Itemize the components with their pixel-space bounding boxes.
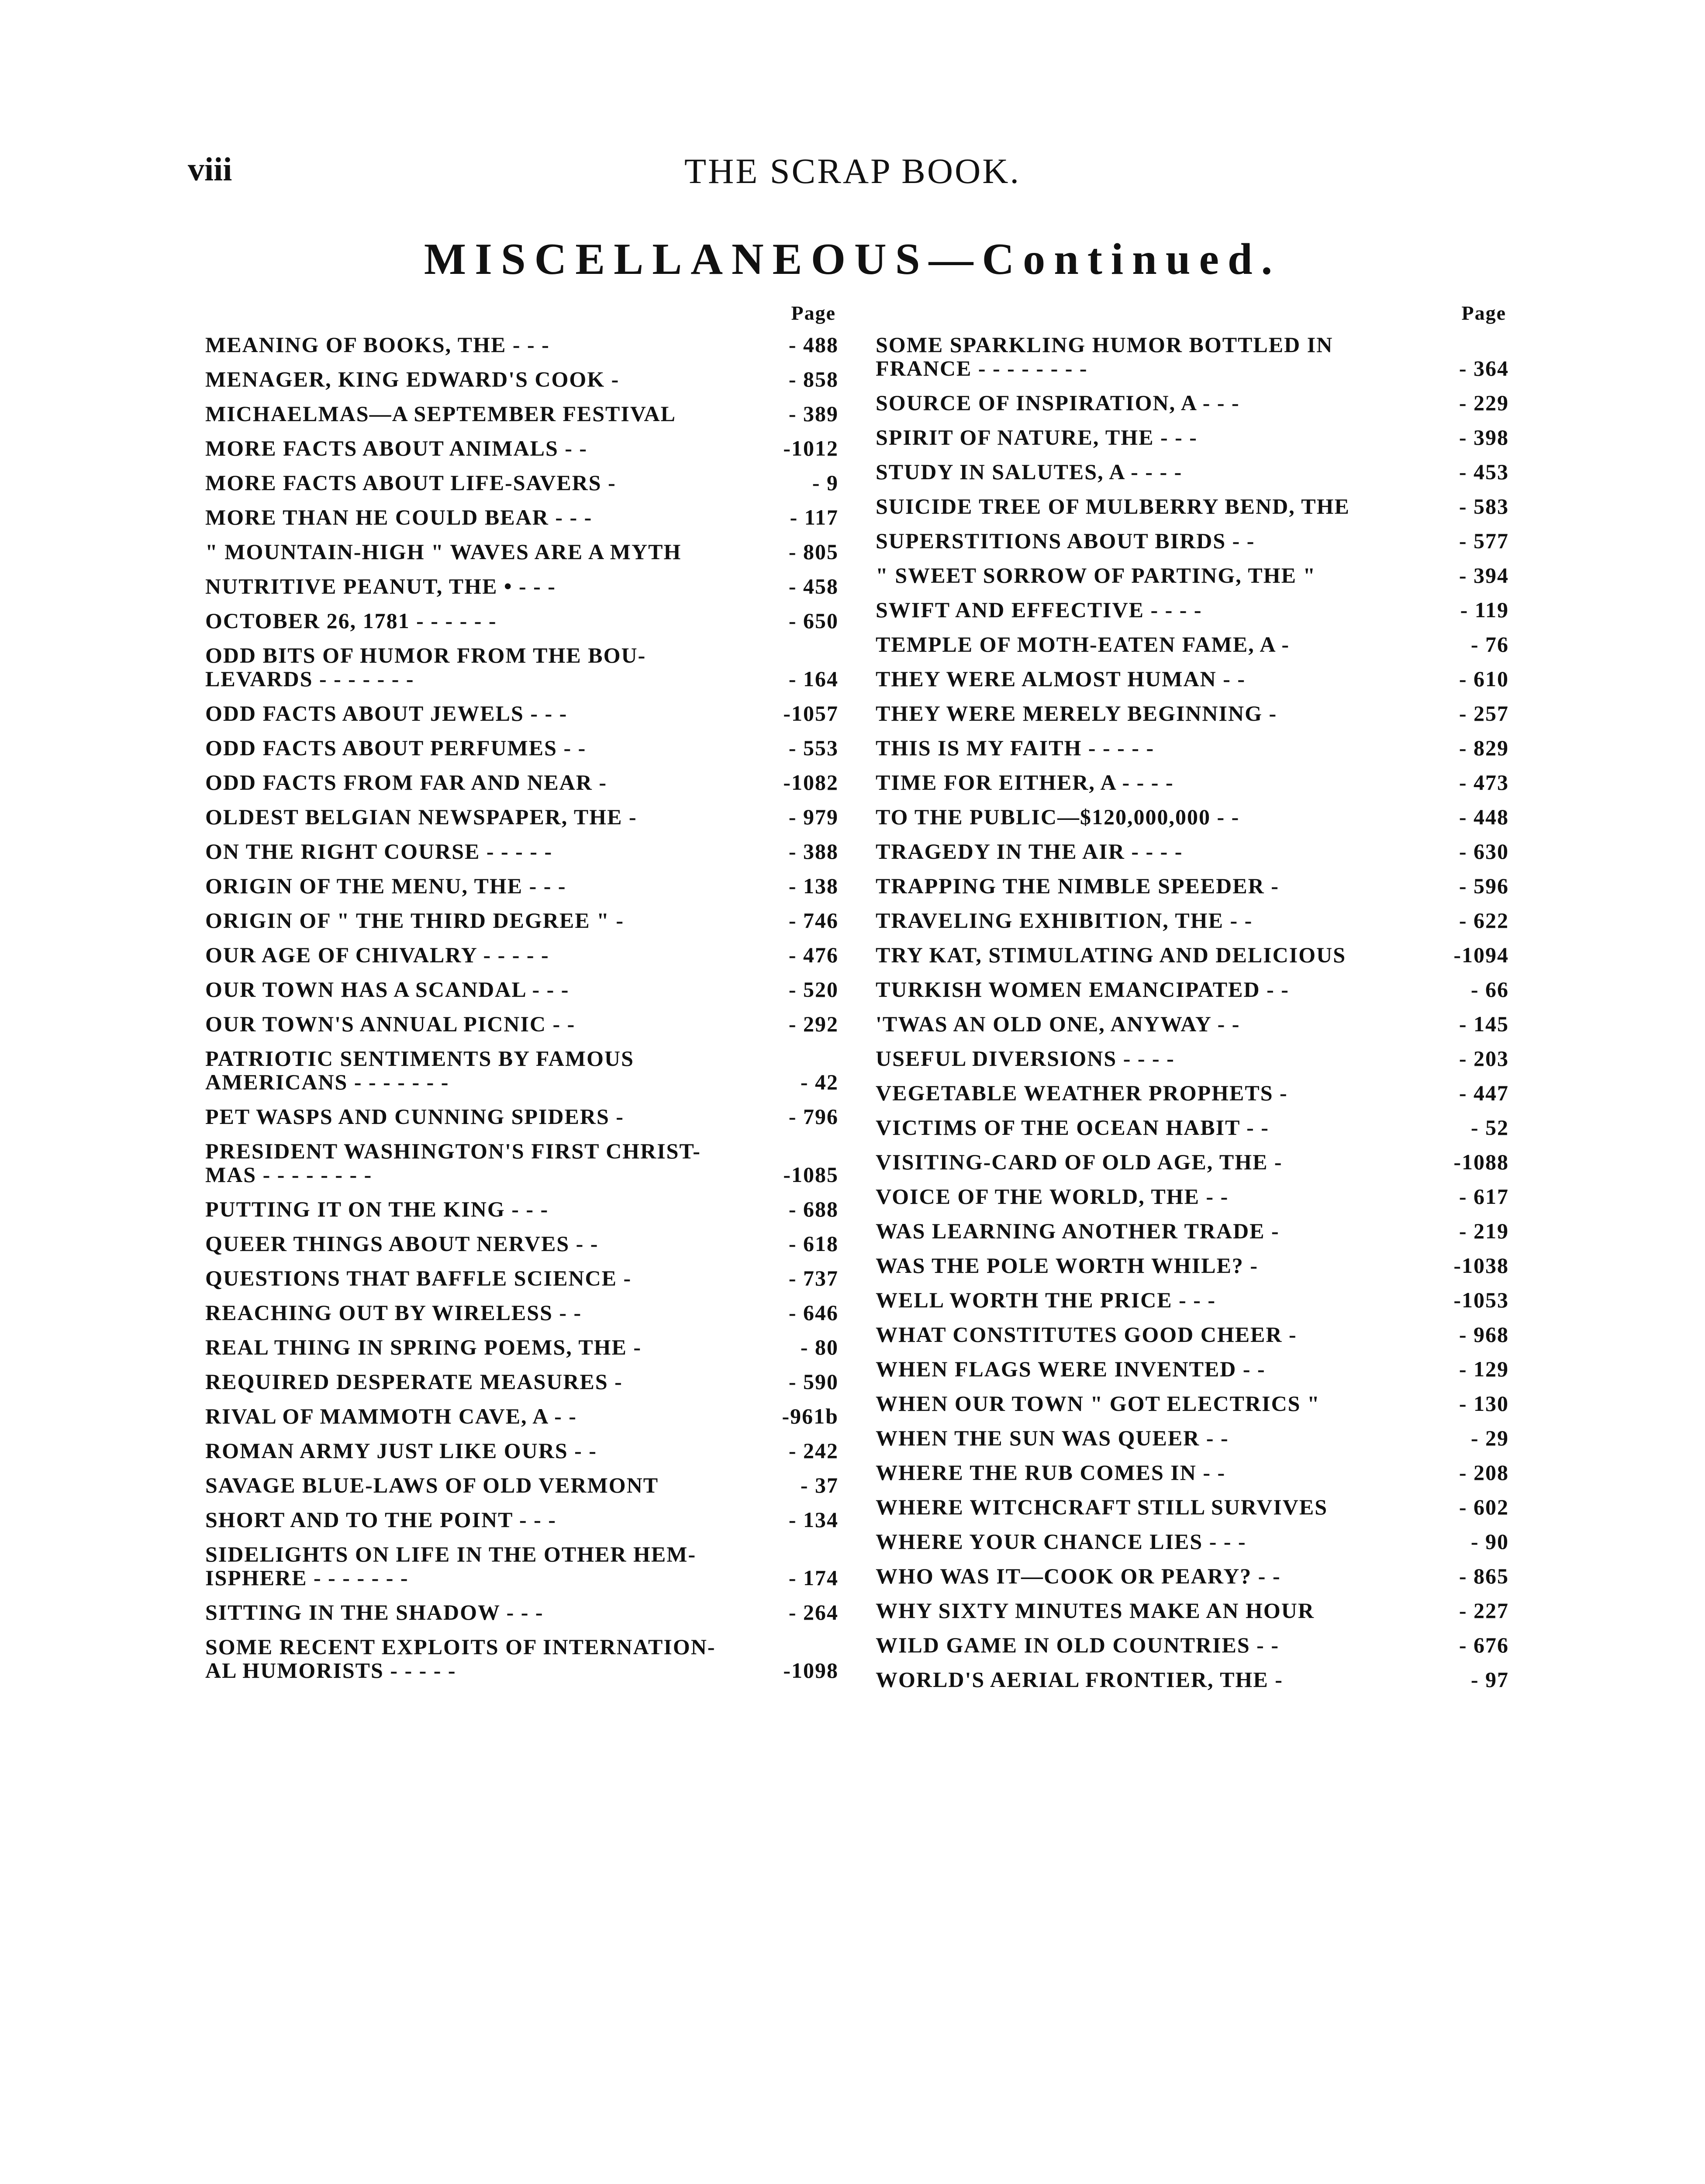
index-entry bbox=[876, 632, 1509, 656]
entry-page-number: - 553 bbox=[788, 736, 839, 760]
index-entry bbox=[205, 771, 839, 794]
index-entry bbox=[876, 460, 1509, 484]
index-entry bbox=[205, 1105, 839, 1128]
entry-title: OLDEST BELGIAN NEWSPAPER, THE - bbox=[205, 805, 637, 829]
index-entry bbox=[876, 1116, 1509, 1139]
entry-title: ON THE RIGHT COURSE - - - - - bbox=[205, 839, 553, 864]
entry-page-number: - 292 bbox=[788, 1012, 839, 1036]
index-entry bbox=[205, 609, 839, 632]
index-entry bbox=[876, 667, 1509, 691]
entry-page-number: - 29 bbox=[1470, 1426, 1509, 1450]
entry-title: MENAGER, KING EDWARD'S COOK - bbox=[205, 367, 620, 391]
entry-title: SOURCE OF INSPIRATION, A - - - bbox=[876, 390, 1240, 415]
index-list bbox=[876, 333, 1509, 1691]
entry-page-number: - 458 bbox=[788, 574, 839, 598]
entry-page-number: - 488 bbox=[788, 332, 839, 357]
entry-page-number: - 447 bbox=[1459, 1081, 1509, 1105]
index-entry bbox=[876, 1323, 1509, 1346]
index-entry bbox=[205, 702, 839, 725]
entry-title: 'TWAS AN OLD ONE, ANYWAY - - bbox=[876, 1012, 1240, 1036]
index-entry bbox=[876, 805, 1509, 829]
entry-title: OUR TOWN HAS A SCANDAL - - - bbox=[205, 977, 569, 1002]
entry-title: TO THE PUBLIC—$120,000,000 - - bbox=[876, 805, 1240, 829]
index-entry bbox=[876, 736, 1509, 760]
entry-title: " SWEET SORROW OF PARTING, THE " bbox=[876, 563, 1316, 587]
entry-title: MORE FACTS ABOUT LIFE-SAVERS - bbox=[205, 470, 616, 495]
index-entry bbox=[205, 574, 839, 598]
entry-title: OUR AGE OF CHIVALRY - - - - - bbox=[205, 943, 549, 967]
entry-title: STUDY IN SALUTES, A - - - - bbox=[876, 460, 1183, 484]
index-entry bbox=[205, 874, 839, 898]
entry-page-number: - 42 bbox=[800, 1070, 839, 1094]
entry-page-number: - 796 bbox=[788, 1104, 839, 1129]
entry-page-number: - 203 bbox=[1459, 1046, 1509, 1071]
entry-page-number: - 688 bbox=[788, 1197, 839, 1221]
entry-title: THEY WERE MERELY BEGINNING - bbox=[876, 701, 1277, 726]
entry-page-number: - 453 bbox=[1459, 460, 1509, 484]
entry-page-number: - 208 bbox=[1459, 1460, 1509, 1485]
index-entry bbox=[876, 563, 1509, 587]
index-entry bbox=[205, 471, 839, 494]
entry-title: ODD FACTS ABOUT PERFUMES - - bbox=[205, 736, 587, 760]
entry-title: SAVAGE BLUE-LAWS OF OLD VERMONT bbox=[205, 1473, 659, 1497]
entry-title: REAL THING IN SPRING POEMS, THE - bbox=[205, 1335, 642, 1359]
index-entry bbox=[205, 333, 839, 356]
entry-page-number: - 76 bbox=[1470, 632, 1509, 657]
index-entry bbox=[876, 1254, 1509, 1277]
page-column-label: Page bbox=[791, 302, 836, 324]
index-entry bbox=[205, 1635, 839, 1682]
running-head: THE SCRAP BOOK. bbox=[684, 151, 1021, 191]
entry-title: MORE FACTS ABOUT ANIMALS - - bbox=[205, 436, 588, 460]
entry-title: SOME SPARKLING HUMOR BOTTLED IN FRANCE - - - - - - - - bbox=[876, 332, 1333, 380]
entry-page-number: - 219 bbox=[1459, 1219, 1509, 1243]
entry-title: WHERE WITCHCRAFT STILL SURVIVES bbox=[876, 1495, 1328, 1519]
entry-title: SITTING IN THE SHADOW - - - bbox=[205, 1600, 544, 1624]
entry-title: VEGETABLE WEATHER PROPHETS - bbox=[876, 1081, 1288, 1105]
entry-page-number: - 119 bbox=[1460, 598, 1509, 622]
entry-title: VOICE OF THE WORLD, THE - - bbox=[876, 1184, 1229, 1209]
entry-page-number: - 979 bbox=[788, 805, 839, 829]
index-entry bbox=[205, 1266, 839, 1290]
entry-page-number: -1012 bbox=[783, 436, 839, 460]
entry-page-number: - 52 bbox=[1470, 1115, 1509, 1140]
index-entry bbox=[876, 702, 1509, 725]
entry-title: WAS THE POLE WORTH WHILE? - bbox=[876, 1253, 1259, 1278]
entry-title: NUTRITIVE PEANUT, THE • - - - bbox=[205, 574, 556, 598]
index-entry bbox=[876, 874, 1509, 898]
index-entry bbox=[876, 1530, 1509, 1553]
entry-title: VICTIMS OF THE OCEAN HABIT - - bbox=[876, 1115, 1269, 1140]
index-entry bbox=[205, 1473, 839, 1497]
entry-title: WHEN THE SUN WAS QUEER - - bbox=[876, 1426, 1229, 1450]
entry-title: ORIGIN OF THE MENU, THE - - - bbox=[205, 874, 566, 898]
entry-title: TEMPLE OF MOTH-EATEN FAME, A - bbox=[876, 632, 1290, 657]
entry-page-number: - 618 bbox=[788, 1231, 839, 1256]
index-entry bbox=[876, 598, 1509, 622]
index-entry bbox=[205, 1012, 839, 1036]
entry-page-number: - 9 bbox=[812, 470, 839, 495]
index-entry bbox=[876, 1150, 1509, 1174]
entry-title: OUR TOWN'S ANNUAL PICNIC - - bbox=[205, 1012, 576, 1036]
entry-page-number: - 617 bbox=[1459, 1184, 1509, 1209]
entry-title: THEY WERE ALMOST HUMAN - - bbox=[876, 667, 1246, 691]
entry-title: REQUIRED DESPERATE MEASURES - bbox=[205, 1369, 623, 1394]
index-entry bbox=[205, 1047, 839, 1094]
index-entry bbox=[205, 1232, 839, 1255]
entry-title: TRAPPING THE NIMBLE SPEEDER - bbox=[876, 874, 1279, 898]
entry-title: ODD FACTS ABOUT JEWELS - - - bbox=[205, 701, 568, 726]
section-title: MISCELLANEOUS—Continued. bbox=[424, 235, 1281, 284]
entry-title: WHERE YOUR CHANCE LIES - - - bbox=[876, 1529, 1246, 1554]
index-entry bbox=[876, 1668, 1509, 1691]
entry-page-number: - 737 bbox=[788, 1266, 839, 1290]
entry-title: ROMAN ARMY JUST LIKE OURS - - bbox=[205, 1438, 597, 1463]
index-entry bbox=[205, 840, 839, 863]
entry-page-number: - 117 bbox=[790, 505, 839, 529]
entry-page-number: - 257 bbox=[1459, 701, 1509, 726]
entry-title: WAS LEARNING ANOTHER TRADE - bbox=[876, 1219, 1280, 1243]
index-entry bbox=[876, 771, 1509, 794]
entry-title: PRESIDENT WASHINGTON'S FIRST CHRIST- MAS - - - - - - - - bbox=[205, 1139, 701, 1187]
index-entry bbox=[876, 1185, 1509, 1208]
entry-page-number: - 520 bbox=[788, 977, 839, 1002]
index-entry bbox=[876, 1288, 1509, 1312]
index-entry bbox=[205, 1542, 839, 1590]
index-entry bbox=[205, 1439, 839, 1462]
entry-page-number: - 398 bbox=[1459, 425, 1509, 449]
index-entry bbox=[876, 1633, 1509, 1657]
entry-page-number: -1098 bbox=[783, 1658, 839, 1683]
entry-title: WHY SIXTY MINUTES MAKE AN HOUR bbox=[876, 1598, 1315, 1623]
index-entry bbox=[876, 1564, 1509, 1588]
entry-page-number: - 364 bbox=[1459, 356, 1509, 380]
index-entry bbox=[205, 1301, 839, 1324]
index-entry bbox=[205, 805, 839, 829]
index-entry bbox=[205, 540, 839, 563]
index-entry bbox=[876, 943, 1509, 967]
page-number: viii bbox=[188, 151, 232, 188]
entry-title: TRAGEDY IN THE AIR - - - - bbox=[876, 839, 1183, 864]
entry-title: SUPERSTITIONS ABOUT BIRDS - - bbox=[876, 529, 1255, 553]
index-entry bbox=[205, 367, 839, 391]
index-entry bbox=[876, 909, 1509, 932]
index-entry bbox=[876, 840, 1509, 863]
entry-title: SOME RECENT EXPLOITS OF INTERNATION- AL HUMORISTS - - - - - bbox=[205, 1635, 716, 1683]
index-entry bbox=[205, 1197, 839, 1221]
left-column bbox=[205, 301, 839, 1693]
entry-page-number: - 394 bbox=[1459, 563, 1509, 587]
entry-page-number: - 90 bbox=[1470, 1529, 1509, 1554]
index-entry bbox=[876, 1461, 1509, 1484]
entry-title: TRAVELING EXHIBITION, THE - - bbox=[876, 908, 1253, 933]
index-entry bbox=[876, 391, 1509, 415]
entry-title: WHEN OUR TOWN " GOT ELECTRICS " bbox=[876, 1391, 1320, 1416]
entry-page-number: - 650 bbox=[788, 608, 839, 633]
entry-page-number: - 138 bbox=[788, 874, 839, 898]
entry-page-number: - 622 bbox=[1459, 908, 1509, 933]
index-entry bbox=[205, 505, 839, 529]
entry-page-number: - 242 bbox=[788, 1438, 839, 1463]
index-entry bbox=[876, 494, 1509, 518]
entry-page-number: -961b bbox=[782, 1404, 839, 1428]
entry-title: SHORT AND TO THE POINT - - - bbox=[205, 1507, 556, 1532]
entry-title: SUICIDE TREE OF MULBERRY BEND, THE bbox=[876, 494, 1350, 518]
entry-page-number: - 646 bbox=[788, 1300, 839, 1325]
entry-title: QUESTIONS THAT BAFFLE SCIENCE - bbox=[205, 1266, 632, 1290]
entry-page-number: -1085 bbox=[783, 1162, 839, 1187]
entry-page-number: - 134 bbox=[788, 1507, 839, 1532]
entry-title: WHERE THE RUB COMES IN - - bbox=[876, 1460, 1226, 1485]
entry-title: USEFUL DIVERSIONS - - - - bbox=[876, 1046, 1175, 1071]
index-entry bbox=[876, 1047, 1509, 1070]
index-entry bbox=[205, 978, 839, 1001]
entry-page-number: - 448 bbox=[1459, 805, 1509, 829]
index-entry bbox=[876, 1219, 1509, 1243]
index-entry bbox=[205, 1600, 839, 1624]
entry-page-number: - 746 bbox=[788, 908, 839, 933]
entry-page-number: - 583 bbox=[1459, 494, 1509, 518]
entry-page-number: - 97 bbox=[1470, 1667, 1509, 1692]
entry-page-number: - 264 bbox=[788, 1600, 839, 1624]
index-entry bbox=[876, 1495, 1509, 1519]
entry-title: PATRIOTIC SENTIMENTS BY FAMOUS AMERICANS - - - - - - - bbox=[205, 1046, 634, 1094]
index-entry bbox=[876, 1426, 1509, 1450]
index-entry bbox=[876, 978, 1509, 1001]
entry-title: SWIFT AND EFFECTIVE - - - - bbox=[876, 598, 1202, 622]
entry-page-number: - 577 bbox=[1459, 529, 1509, 553]
entry-title: WHAT CONSTITUTES GOOD CHEER - bbox=[876, 1322, 1297, 1347]
entry-title: TRY KAT, STIMULATING AND DELICIOUS bbox=[876, 943, 1346, 967]
entry-title: WORLD'S AERIAL FRONTIER, THE - bbox=[876, 1667, 1283, 1692]
entry-title: WHEN FLAGS WERE INVENTED - - bbox=[876, 1357, 1266, 1381]
entry-page-number: - 610 bbox=[1459, 667, 1509, 691]
index-entry bbox=[205, 909, 839, 932]
entry-page-number: - 388 bbox=[788, 839, 839, 864]
entry-page-number: - 473 bbox=[1459, 770, 1509, 795]
entry-title: MEANING OF BOOKS, THE - - - bbox=[205, 332, 550, 357]
entry-page-number: - 164 bbox=[788, 667, 839, 691]
index-entry bbox=[205, 1370, 839, 1393]
entry-title: WHO WAS IT—COOK OR PEARY? - - bbox=[876, 1564, 1281, 1588]
index-entry bbox=[205, 643, 839, 691]
index-entry bbox=[205, 1335, 839, 1359]
entry-page-number: - 590 bbox=[788, 1369, 839, 1394]
index-entry bbox=[876, 1081, 1509, 1105]
entry-page-number: -1094 bbox=[1453, 943, 1509, 967]
entry-title: SPIRIT OF NATURE, THE - - - bbox=[876, 425, 1198, 449]
entry-title: WILD GAME IN OLD COUNTRIES - - bbox=[876, 1633, 1279, 1657]
entry-page-number: - 805 bbox=[788, 539, 839, 564]
entry-title: MICHAELMAS—A SEPTEMBER FESTIVAL bbox=[205, 401, 676, 426]
right-column bbox=[876, 301, 1509, 1702]
index-entry bbox=[205, 402, 839, 425]
index-entry bbox=[205, 1139, 839, 1186]
entry-page-number: - 829 bbox=[1459, 736, 1509, 760]
entry-title: ODD FACTS FROM FAR AND NEAR - bbox=[205, 770, 607, 795]
index-entry bbox=[876, 1392, 1509, 1415]
entry-title: PET WASPS AND CUNNING SPIDERS - bbox=[205, 1104, 624, 1129]
entry-title: ORIGIN OF " THE THIRD DEGREE " - bbox=[205, 908, 625, 933]
index-entry bbox=[205, 1508, 839, 1531]
entry-page-number: - 676 bbox=[1459, 1633, 1509, 1657]
entry-title: " MOUNTAIN-HIGH " WAVES ARE A MYTH bbox=[205, 539, 682, 564]
entry-page-number: - 865 bbox=[1459, 1564, 1509, 1588]
entry-page-number: - 174 bbox=[788, 1565, 839, 1590]
index-entry bbox=[876, 425, 1509, 449]
index-list bbox=[205, 333, 839, 1682]
entry-page-number: - 630 bbox=[1459, 839, 1509, 864]
entry-page-number: - 389 bbox=[788, 401, 839, 426]
entry-page-number: -1038 bbox=[1453, 1253, 1509, 1278]
entry-page-number: - 602 bbox=[1459, 1495, 1509, 1519]
index-entry bbox=[205, 436, 839, 460]
entry-page-number: - 66 bbox=[1470, 977, 1509, 1002]
entry-page-number: - 130 bbox=[1459, 1391, 1509, 1416]
entry-title: QUEER THINGS ABOUT NERVES - - bbox=[205, 1231, 599, 1256]
entry-title: PUTTING IT ON THE KING - - - bbox=[205, 1197, 549, 1221]
entry-title: THIS IS MY FAITH - - - - - bbox=[876, 736, 1155, 760]
entry-page-number: - 858 bbox=[788, 367, 839, 391]
entry-title: SIDELIGHTS ON LIFE IN THE OTHER HEM- ISPHERE - - - - - - - bbox=[205, 1542, 697, 1590]
entry-page-number: -1057 bbox=[783, 701, 839, 726]
entry-title: MORE THAN HE COULD BEAR - - - bbox=[205, 505, 593, 529]
index-entry bbox=[876, 1357, 1509, 1381]
index-entry bbox=[876, 1012, 1509, 1036]
index-entry bbox=[205, 943, 839, 967]
entry-title: REACHING OUT BY WIRELESS - - bbox=[205, 1300, 582, 1325]
index-entry bbox=[876, 1599, 1509, 1622]
entry-page-number: - 37 bbox=[800, 1473, 839, 1497]
entry-title: RIVAL OF MAMMOTH CAVE, A - - bbox=[205, 1404, 577, 1428]
entry-page-number: - 476 bbox=[788, 943, 839, 967]
entry-page-number: - 80 bbox=[800, 1335, 839, 1359]
entry-page-number: - 596 bbox=[1459, 874, 1509, 898]
index-entry bbox=[205, 1404, 839, 1428]
entry-title: WELL WORTH THE PRICE - - - bbox=[876, 1288, 1216, 1312]
entry-page-number: - 129 bbox=[1459, 1357, 1509, 1381]
entry-page-number: -1088 bbox=[1453, 1150, 1509, 1174]
entry-page-number: -1053 bbox=[1453, 1288, 1509, 1312]
entry-page-number: -1082 bbox=[783, 770, 839, 795]
page-column-label: Page bbox=[1461, 302, 1506, 324]
entry-title: TURKISH WOMEN EMANCIPATED - - bbox=[876, 977, 1289, 1002]
entry-title: ODD BITS OF HUMOR FROM THE BOU- LEVARDS - - - - - - - bbox=[205, 643, 646, 691]
index-entry bbox=[205, 736, 839, 760]
index-entry bbox=[876, 333, 1509, 380]
entry-title: VISITING-CARD OF OLD AGE, THE - bbox=[876, 1150, 1283, 1174]
entry-page-number: - 227 bbox=[1459, 1598, 1509, 1623]
entry-page-number: - 229 bbox=[1459, 390, 1509, 415]
entry-page-number: - 968 bbox=[1459, 1322, 1509, 1347]
entry-title: TIME FOR EITHER, A - - - - bbox=[876, 770, 1174, 795]
entry-title: OCTOBER 26, 1781 - - - - - - bbox=[205, 608, 497, 633]
entry-page-number: - 145 bbox=[1459, 1012, 1509, 1036]
index-entry bbox=[876, 529, 1509, 553]
